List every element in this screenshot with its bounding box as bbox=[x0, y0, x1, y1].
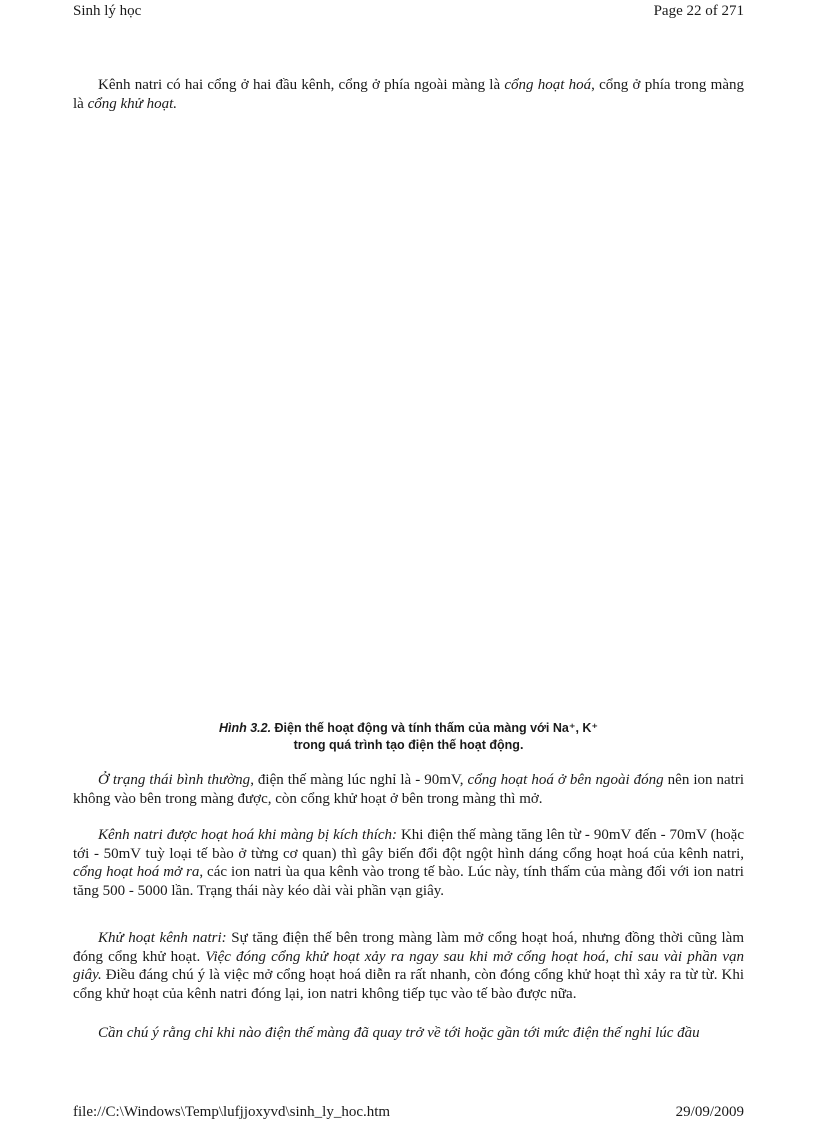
intro-paragraph bbox=[73, 76, 744, 113]
intro-text-1: Kênh natri có hai cổng ở hai đầu kênh, cổng ở phía ngoài màng là bbox=[98, 77, 505, 93]
intro-italic-1: cổng hoạt hoá bbox=[504, 77, 592, 93]
caption-text-1: Điện thế hoạt động và tính thấm của màng với Na⁺, K⁺ bbox=[271, 721, 599, 735]
figure-caption bbox=[73, 720, 744, 754]
paragraph-inactivation bbox=[73, 929, 744, 1003]
p1-text-2: nên ion natri không vào bên trong màng được, còn cổng khử hoạt ở bên trong màng thì mở. bbox=[73, 772, 744, 807]
p3-italic-2: Việc đóng cổng khử hoạt xảy ra ngay sau khi mở cổng hoạt hoá, chỉ sau vài phần vạn giây. bbox=[73, 948, 744, 984]
p3-text-2: Điều đáng chú ý là việc mở cổng hoạt hoá diễn ra rất nhanh, còn đóng cổng khử hoạt thì xảy ra từ từ. Khi cổng khử hoạt của kênh natri đóng lại, ion natri không tiếp tục vào tế bào được nữa. bbox=[73, 967, 744, 1002]
p1-italic-1: Ở trạng thái bình thường bbox=[98, 772, 251, 788]
page-indicator: Page 22 of 271 bbox=[653, 3, 744, 19]
p3-italic-1: Khử hoạt kênh natri: bbox=[98, 930, 227, 946]
caption-line-1 bbox=[73, 720, 744, 737]
p2-text-1: Khi điện thế màng tăng lên từ - 90mV đến - 70mV (hoặc tới - 50mV tuỳ loại tế bào ở từng cơ quan) thì gây biến đổi đột ngột hình dáng cổng hoạt hoá của kênh natri, bbox=[73, 827, 744, 862]
footer-file-path: file://C:\Windows\Temp\lufjjoxyvd\sinh_ly_hoc.htm bbox=[73, 1104, 391, 1120]
caption-label: Hình 3.2. bbox=[218, 721, 272, 735]
p4-italic-1: Cần chú ý rằng chỉ khi nào điện thế màng đã quay trở về tới hoặc gần tới mức điện thế nghỉ lúc đầu bbox=[98, 1025, 700, 1041]
paragraph-note bbox=[73, 1024, 744, 1043]
header-title: Sinh lý học bbox=[73, 3, 142, 19]
paragraph-activation bbox=[73, 826, 744, 900]
p1-italic-2: cổng hoạt hoá ở bên ngoài đóng bbox=[467, 772, 664, 788]
p2-italic-1: Kênh natri được hoạt hoá khi màng bị kích thích: bbox=[98, 827, 398, 843]
p3-text-1: Sự tăng điện thế bên trong màng làm mở cổng hoạt hoá, nhưng đồng thời cũng làm đóng cổng khử hoạt. bbox=[73, 930, 745, 965]
footer-date: 29/09/2009 bbox=[675, 1104, 744, 1120]
intro-italic-2: cổng khử hoạt. bbox=[87, 95, 177, 112]
p1-text-1: , điện thế màng lúc nghỉ là - 90mV, bbox=[250, 772, 468, 788]
intro-text-2: , cổng ở phía trong màng là bbox=[73, 77, 744, 112]
caption-line-2: trong quá trình tạo điện thế hoạt động. bbox=[293, 738, 524, 752]
p2-text-2: , các ion natri ùa qua kênh vào trong tế bào. Lúc này, tính thấm của màng đối với ion natri tăng 500 - 5000 lần. Trạng thái này kéo dài vài phần vạn giây. bbox=[73, 864, 744, 899]
paragraph-resting-state bbox=[73, 771, 744, 808]
p2-italic-2: cổng hoạt hoá mở ra bbox=[73, 864, 200, 881]
figure-placeholder bbox=[73, 126, 744, 756]
